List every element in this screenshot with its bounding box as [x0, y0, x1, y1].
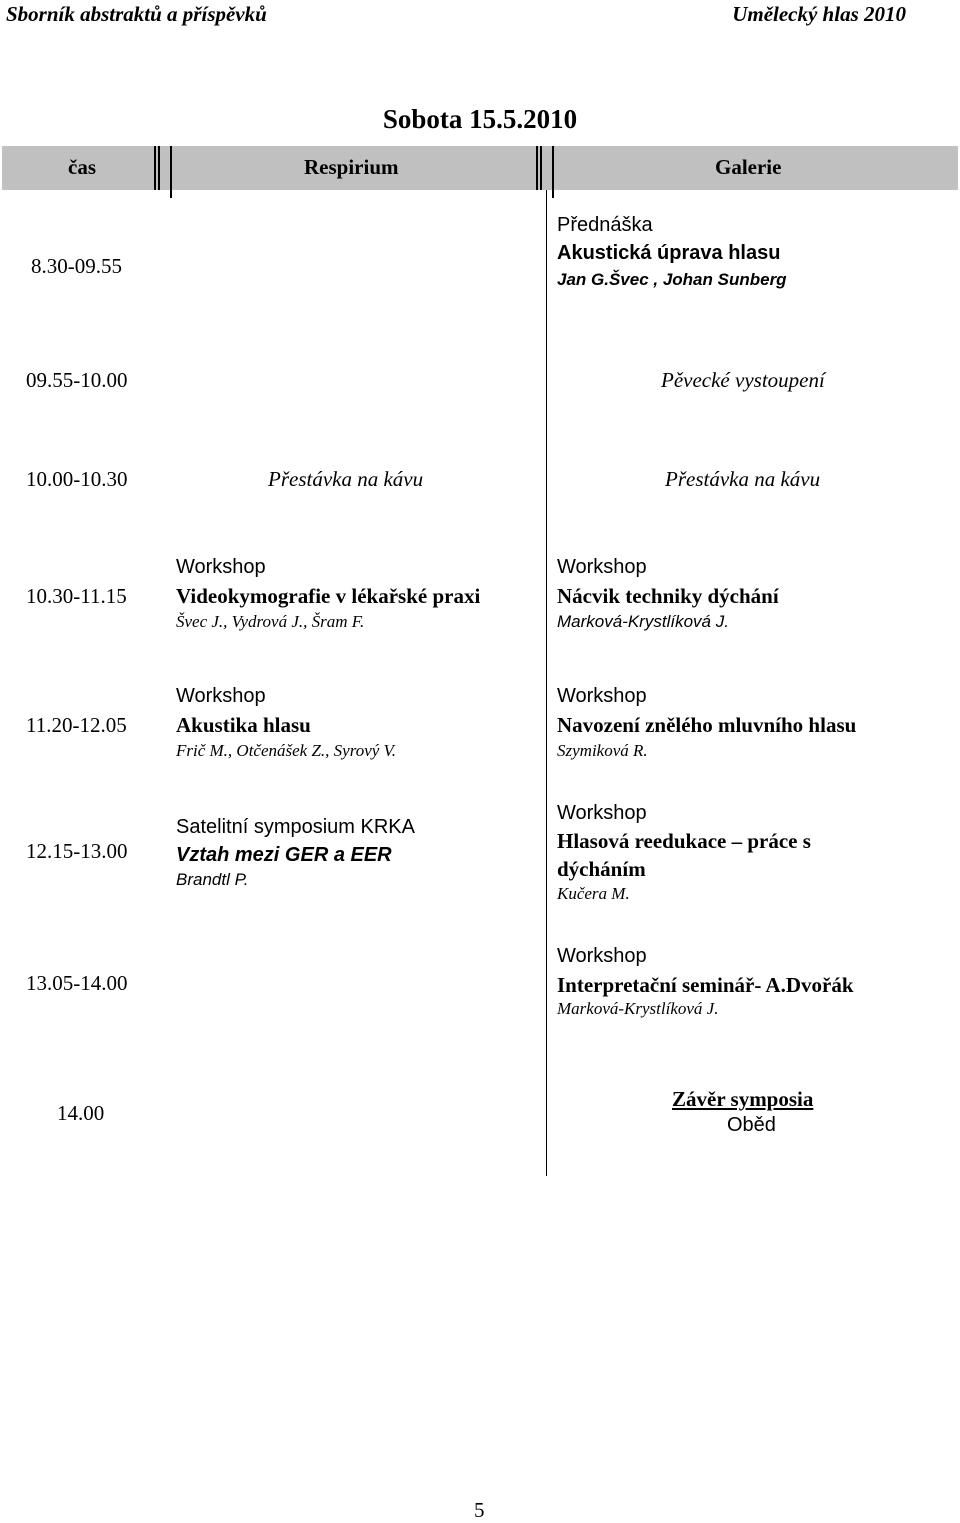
session-title: Akustika hlasu	[176, 713, 311, 737]
session-title: Akustická úprava hlasu	[557, 242, 781, 264]
session-text: Pěvecké vystoupení	[661, 368, 825, 392]
session-title: Videokymografie v lékařské praxi	[176, 584, 481, 608]
running-header-left: Sborník abstraktů a příspěvků	[6, 2, 267, 26]
session-type: Přednáška	[557, 214, 653, 236]
session-people: Jan G.Švec , Johan Sunberg	[557, 270, 787, 289]
page-number: 5	[474, 1498, 485, 1522]
time-slot: 09.55-10.00	[26, 368, 128, 392]
session-type: Workshop	[557, 945, 647, 967]
session-text: Přestávka na kávu	[665, 467, 821, 491]
running-header-right: Umělecký hlas 2010	[732, 2, 906, 26]
time-slot: 10.30-11.15	[26, 584, 127, 608]
column-divider	[536, 146, 538, 190]
session-people: Švec J., Vydrová J., Šram F.	[176, 612, 365, 631]
time-slot: 8.30-09.55	[31, 254, 122, 278]
day-title: Sobota 15.5.2010	[382, 104, 578, 134]
column-divider	[540, 146, 542, 190]
session-type: Workshop	[557, 556, 647, 578]
session-people: Frič M., Otčenášek Z., Syrový V.	[176, 741, 396, 760]
session-people: Marková-Krystlíková J.	[557, 999, 719, 1018]
session-title: dýcháním	[557, 857, 646, 881]
column-header-band	[2, 146, 958, 190]
column-divider	[158, 146, 160, 190]
session-type: Workshop	[557, 802, 647, 824]
session-type: Workshop	[176, 685, 266, 707]
column-divider	[552, 146, 554, 198]
closing-text: Oběd	[727, 1114, 776, 1136]
session-title: Hlasová reedukace – práce s	[557, 829, 811, 853]
column-header-galerie: Galerie	[715, 155, 782, 179]
session-people: Brandtl P.	[176, 870, 249, 889]
column-header-respirium: Respirium	[304, 155, 399, 179]
time-slot: 12.15-13.00	[26, 839, 128, 863]
session-type: Workshop	[557, 685, 647, 707]
closing-title: Závěr symposia	[672, 1087, 814, 1111]
session-title: Vztah mezi GER a EER	[176, 844, 392, 866]
session-type: Workshop	[176, 556, 266, 578]
room-separator-line	[546, 190, 547, 1176]
session-people: Kučera M.	[557, 884, 630, 903]
session-title: Nácvik techniky dýchání	[557, 584, 779, 608]
time-slot: 14.00	[57, 1101, 105, 1125]
column-header-time: čas	[68, 155, 96, 179]
column-divider	[154, 146, 156, 190]
session-type: Satelitní symposium KRKA	[176, 816, 415, 838]
session-text: Přestávka na kávu	[268, 467, 424, 491]
column-divider	[170, 146, 172, 198]
session-people: Szymiková R.	[557, 741, 648, 760]
time-slot: 10.00-10.30	[26, 467, 128, 491]
time-slot: 11.20-12.05	[26, 713, 127, 737]
session-title: Interpretační seminář- A.Dvořák	[557, 973, 854, 997]
time-slot: 13.05-14.00	[26, 971, 128, 995]
session-people: Marková-Krystlíková J.	[557, 612, 729, 631]
session-title: Navození znělého mluvního hlasu	[557, 713, 857, 737]
